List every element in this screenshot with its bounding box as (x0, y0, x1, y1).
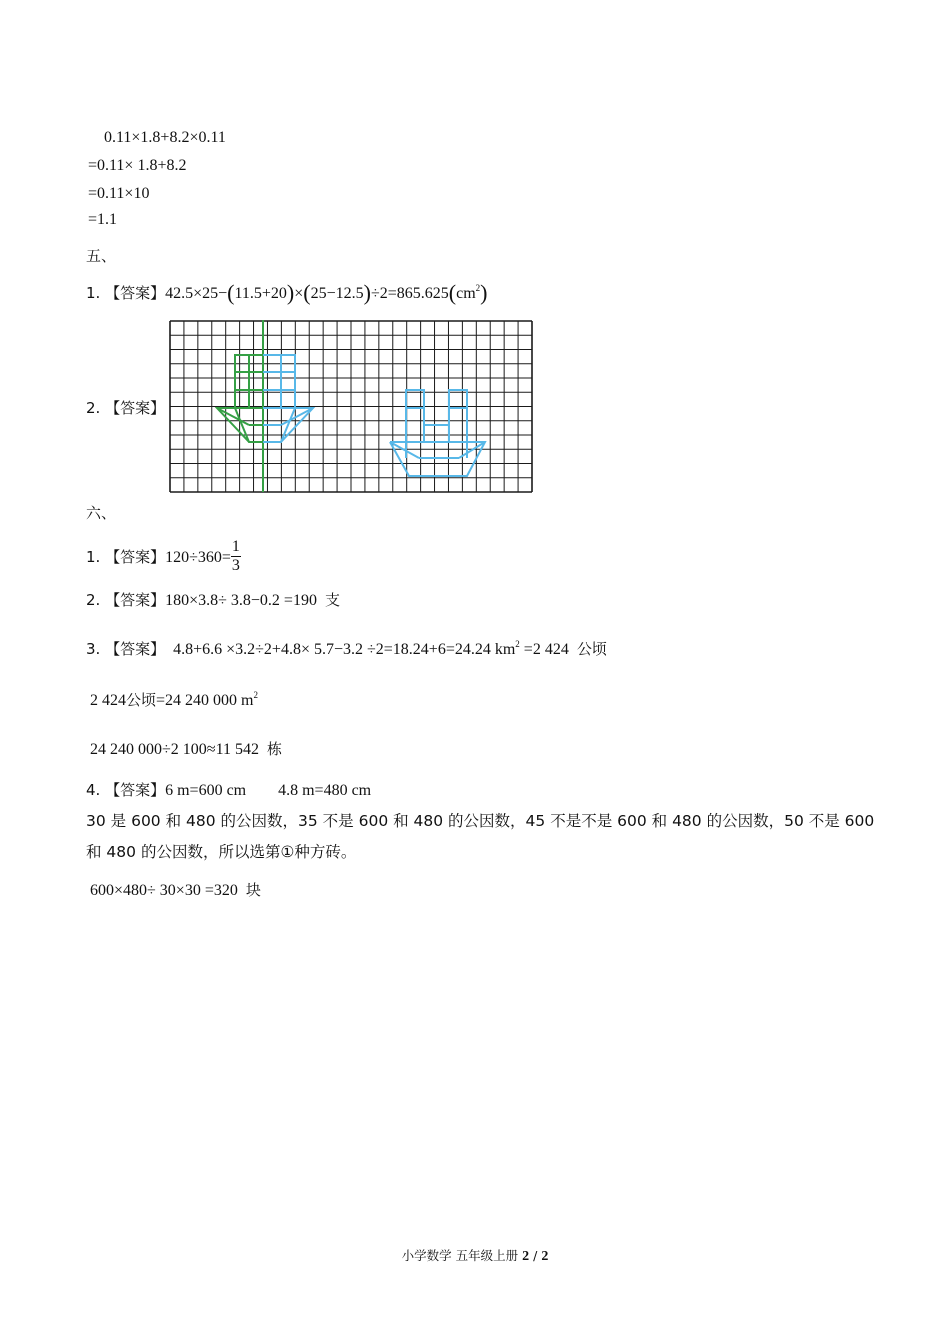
s5-q1-expr-a: 42.5×25− (165, 285, 228, 302)
s5-q1-unit: cm (456, 285, 476, 302)
s6-q3 (86, 639, 607, 660)
s6-q4-final (90, 880, 261, 901)
fraction-denominator: 3 (231, 557, 240, 574)
s5-q2-label: 2. 【答案】 (86, 399, 166, 417)
s5-q1 (86, 280, 488, 305)
s5-q1-unit-exp: 2 (475, 283, 481, 293)
s5-q1-p1: 11.5+20 (234, 285, 287, 302)
s6-q4-explanation: 30 是 600 和 480 的公因数，35 不是 600 和 480 的公因数，45 不是不是 600 和 480 的公因数，50 不是 600 和 480 的公因数，所以选第①种方砖。 (86, 812, 875, 861)
s6-q4-label: 4. 【答案】 (86, 781, 166, 799)
s6-q3-l2-exp: 2 (253, 690, 258, 700)
paren-open: ( (303, 280, 311, 305)
s6-q4 (86, 780, 371, 801)
s6-q3-expr: 4.8+6.6 ×3.2÷2+4.8× 5.7−3.2 ÷2=18.24+6=24.24 km (173, 641, 516, 658)
s6-q4-final-expr: 600×480÷ 30×30 =320 (90, 882, 238, 899)
s6-q3-exp: 2 (515, 639, 520, 649)
calc-line-3: =0.11×10 (88, 185, 150, 202)
footer-subject: 小学数学 五年级上册 (401, 1248, 519, 1263)
s6-q4-expr-b: 4.8 m=480 cm (278, 782, 372, 799)
paren-close: ) (363, 280, 371, 305)
paren-close: ) (286, 280, 295, 305)
s5-q1-label: 1. 【答案】 (86, 284, 166, 302)
s6-q3-label: 3. 【答案】 (86, 640, 166, 658)
grid-figure (169, 320, 535, 494)
s6-q4-expr-a: 6 m=600 cm (165, 782, 247, 799)
section-6-heading: 六、 (86, 504, 117, 522)
s6-q2-label: 2. 【答案】 (86, 591, 166, 609)
calc-line-1: 0.11×1.8+8.2×0.11 (104, 129, 226, 146)
s6-q2-expr: 180×3.8÷ 3.8−0.2 =190 (165, 592, 317, 609)
paren-open: ( (448, 280, 457, 305)
footer-total: 2 (541, 1249, 549, 1264)
grid-lines (170, 321, 532, 492)
section-5-heading: 五、 (86, 247, 117, 265)
s6-q3-l2-b: =24 240 000 m (156, 692, 254, 709)
page-footer (0, 1246, 950, 1265)
s6-q1-label: 1. 【答案】 (86, 548, 166, 567)
s6-q2-unit: 支 (324, 591, 340, 609)
s6-q3-l3: 24 240 000÷2 100≈11 542 (90, 741, 259, 758)
footer-page: 2 (522, 1249, 530, 1264)
s6-q3-unit: 公顷 (576, 640, 607, 658)
fraction (231, 538, 241, 575)
s6-q4-final-unit: 块 (245, 881, 261, 899)
fraction-numerator: 1 (231, 538, 240, 555)
s6-q3-line-2 (90, 690, 258, 711)
paren-close: ) (480, 280, 488, 305)
s6-q3-l2-unit: 公顷 (126, 691, 157, 709)
paren-open: ( (227, 280, 235, 305)
calc-line-2: =0.11× 1.8+8.2 (88, 157, 187, 174)
s6-q3-line-3 (90, 739, 282, 760)
s6-q1-expr: 120÷360= (165, 549, 231, 567)
s6-q1 (86, 540, 241, 577)
s6-q3-l2-a: 2 424 (90, 692, 126, 709)
s6-q3-expr-b: =2 424 (519, 641, 569, 658)
s5-q1-times: × (294, 285, 304, 302)
calc-line-4: =1.1 (88, 211, 118, 228)
blue-shape-original (263, 355, 313, 442)
s5-q1-expr-b: ÷2=865.625 (370, 285, 449, 302)
s6-q3-l3-unit: 栋 (266, 740, 282, 758)
s6-q2 (86, 590, 340, 611)
s5-q1-p2: 25−12.5 (310, 285, 364, 302)
footer-sep: / (533, 1248, 538, 1263)
